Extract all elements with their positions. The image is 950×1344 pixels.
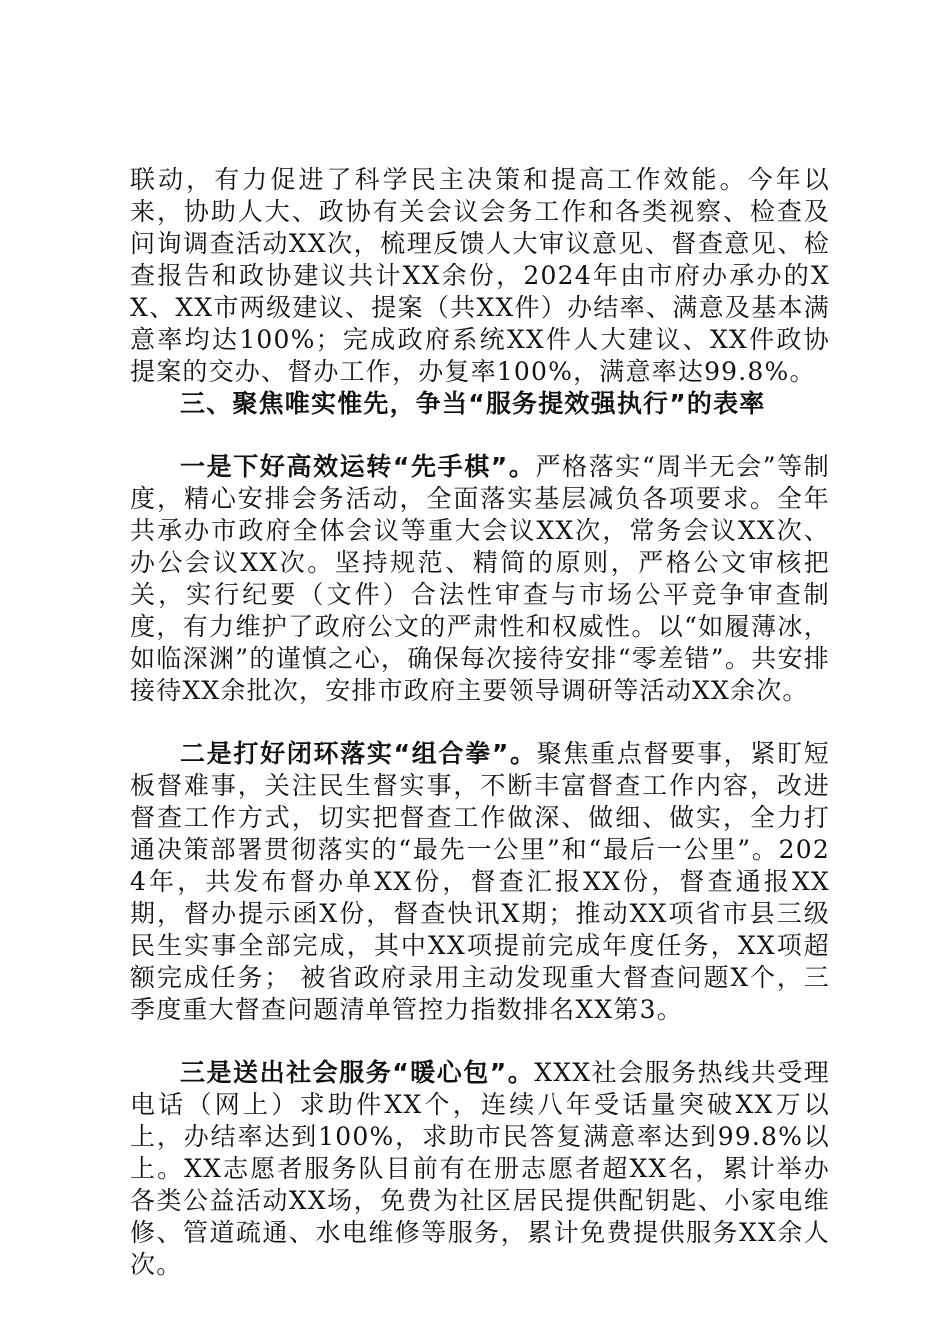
item-paragraph-1 xyxy=(130,451,830,707)
item-paragraph-3 xyxy=(130,1057,830,1281)
item-body-1: 严格落实“周半无会”等制度，精心安排会务活动，全面落实基层减负各项要求。全年共承办市政府全体会议等重大会议XX次，常务会议XX次、办公会议XX次。坚持规范、精简的原则，严格公文审核把关，实行纪要（文件）合法性审查与市场公平竞争审查制度，有力维护了政府公文的严肃性和权威性。以“如履薄冰，如临深渊”的谨慎之心，确保每次接待安排“零差错”。共安排接待XX余批次，安排市政府主要领导调研等活动XX余次。 xyxy=(130,452,830,705)
document-page xyxy=(130,164,830,1281)
item-body-2: 聚焦重点督要事，紧盯短板督难事，关注民生督实事，不断丰富督查工作内容，改进督查工作方式，切实把督查工作做深、做细、做实，全力打通决策部署贯彻落实的“最先一公里”和“最后一公里”。2024年，共发布督办单XX份，督查汇报XX份，督查通报XX期，督办提示函X份，督查快讯X期；推动XX项省市县三级民生实事全部完成，其中XX项提前完成年度任务，XX项超额完成任务； 被省政府录用主动发现重大督查问题X个，三季度重大督查问题清单管控力指数排名XX第3。 xyxy=(130,739,831,1024)
item-lead-3: 三是送出社会服务“暖心包”。 xyxy=(180,1058,535,1087)
item-lead-2: 二是打好闭环落实“组合拳”。 xyxy=(180,739,537,768)
item-body-3: XXX社会服务热线共受理电话（网上）求助件XX个，连续八年受话量突破XX万以上，办结率达到100%，求助市民答复满意率达到99.8%以上。XX志愿者服务队目前有在册志愿者超XX名，累计举办各类公益活动XX场，免费为社区居民提供配钥匙、小家电维修、管道疏通、水电维修等服务，累计免费提供服务XX余人次。 xyxy=(130,1058,830,1279)
intro-paragraph: 联动，有力促进了科学民主决策和提高工作效能。今年以来，协助人大、政协有关会议会务工作和各类视察、检查及问询调查活动XX次，梳理反馈人大审议意见、督查意见、检查报告和政协建议共计XX余份，2024年由市府办承办的XX、XX市两级建议、提案（共XX件）办结率、满意及基本满意率均达100%；完成政府系统XX件人大建议、XX件政协提案的交办、督办工作，办复率100%，满意率达99.8%。 xyxy=(130,165,830,386)
section-heading: 三、聚焦唯实惟先，争当“服务提效强执行”的表率 xyxy=(180,389,766,418)
item-lead-1: 一是下好高效运转“先手棋”。 xyxy=(180,452,536,481)
item-paragraph-2 xyxy=(130,738,830,1026)
